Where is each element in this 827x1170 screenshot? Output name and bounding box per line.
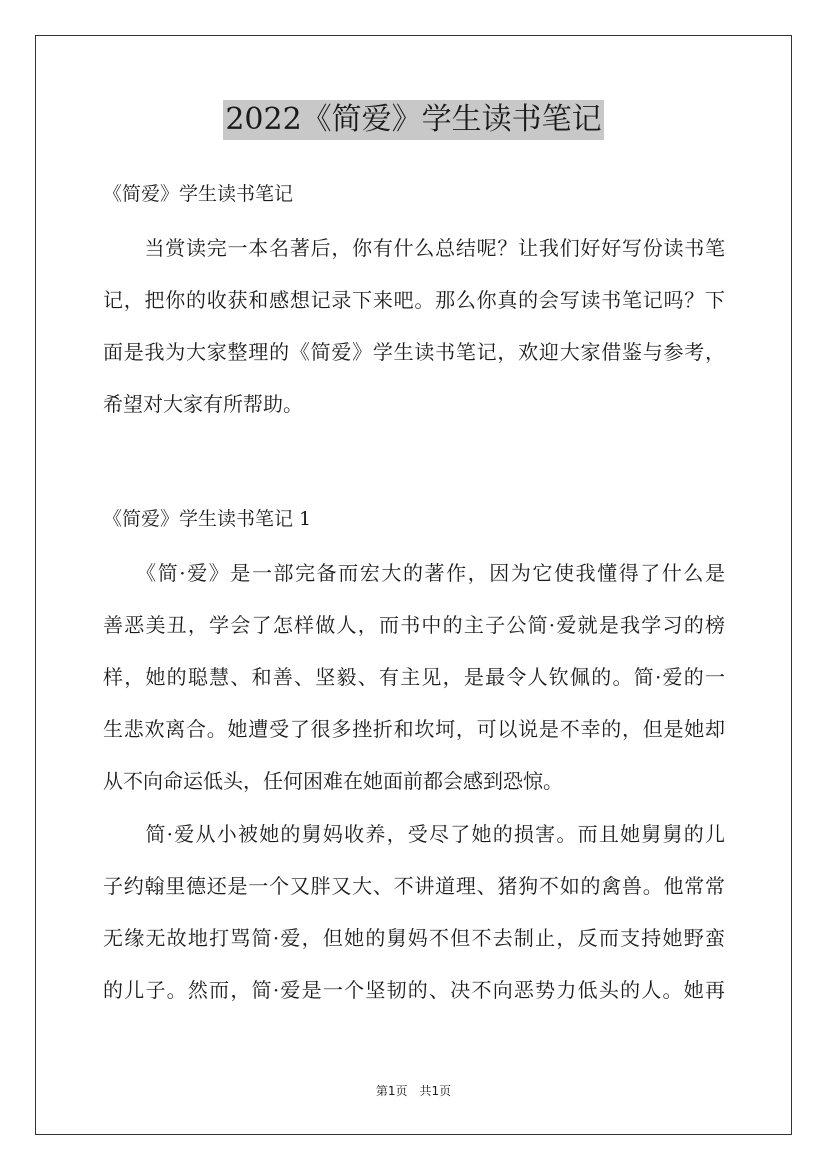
paragraph-line: 样，她的聪慧、和善、坚毅、有主见，是最令人钦佩的。简·爱的一 — [103, 665, 725, 689]
document-subtitle: 《简爱》学生读书笔记 — [103, 183, 294, 205]
intro-line: 面是我为大家整理的《简爱》学生读书笔记，欢迎大家借鉴与参考， — [103, 340, 725, 364]
intro-line: 记，把你的收获和感想记录下来吧。那么你真的会写读书笔记吗？下 — [103, 288, 725, 312]
paragraph-line: 子约翰里德还是一个又胖又大、不讲道理、猪狗不如的禽兽。他常常 — [103, 874, 725, 898]
page-number-footer: 第1页 共1页 — [375, 1084, 452, 1098]
section-heading: 《简爱》学生读书笔记 1 — [103, 508, 312, 530]
intro-line: 当赏读完一本名著后，你有什么总结呢？让我们好好写份读书笔 — [103, 236, 725, 260]
paragraph-line: 《简·爱》是一部完备而宏大的著作，因为它使我懂得了什么是 — [103, 561, 725, 585]
paragraph-line: 简·爱从小被她的舅妈收养，受尽了她的损害。而且她舅舅的儿 — [103, 822, 725, 846]
paragraph-line: 善恶美丑，学会了怎样做人，而书中的主子公简·爱就是我学习的榜 — [103, 613, 725, 637]
paragraph-line: 的儿子。然而，简·爱是一个坚韧的、决不向恶势力低头的人。她再 — [103, 978, 725, 1002]
title-container — [0, 100, 827, 140]
paragraph-line: 从不向命运低头，任何困难在她面前都会感到恐惊。 — [103, 769, 563, 793]
paragraph-line: 无缘无故地打骂简·爱，但她的舅妈不但不去制止，反而支持她野蛮 — [103, 926, 725, 950]
intro-line: 希望对大家有所帮助。 — [103, 392, 303, 416]
document-title: 2022《简爱》学生读书笔记 — [223, 100, 603, 140]
paragraph-line: 生悲欢离合。她遭受了很多挫折和坎坷，可以说是不幸的，但是她却 — [103, 717, 725, 741]
